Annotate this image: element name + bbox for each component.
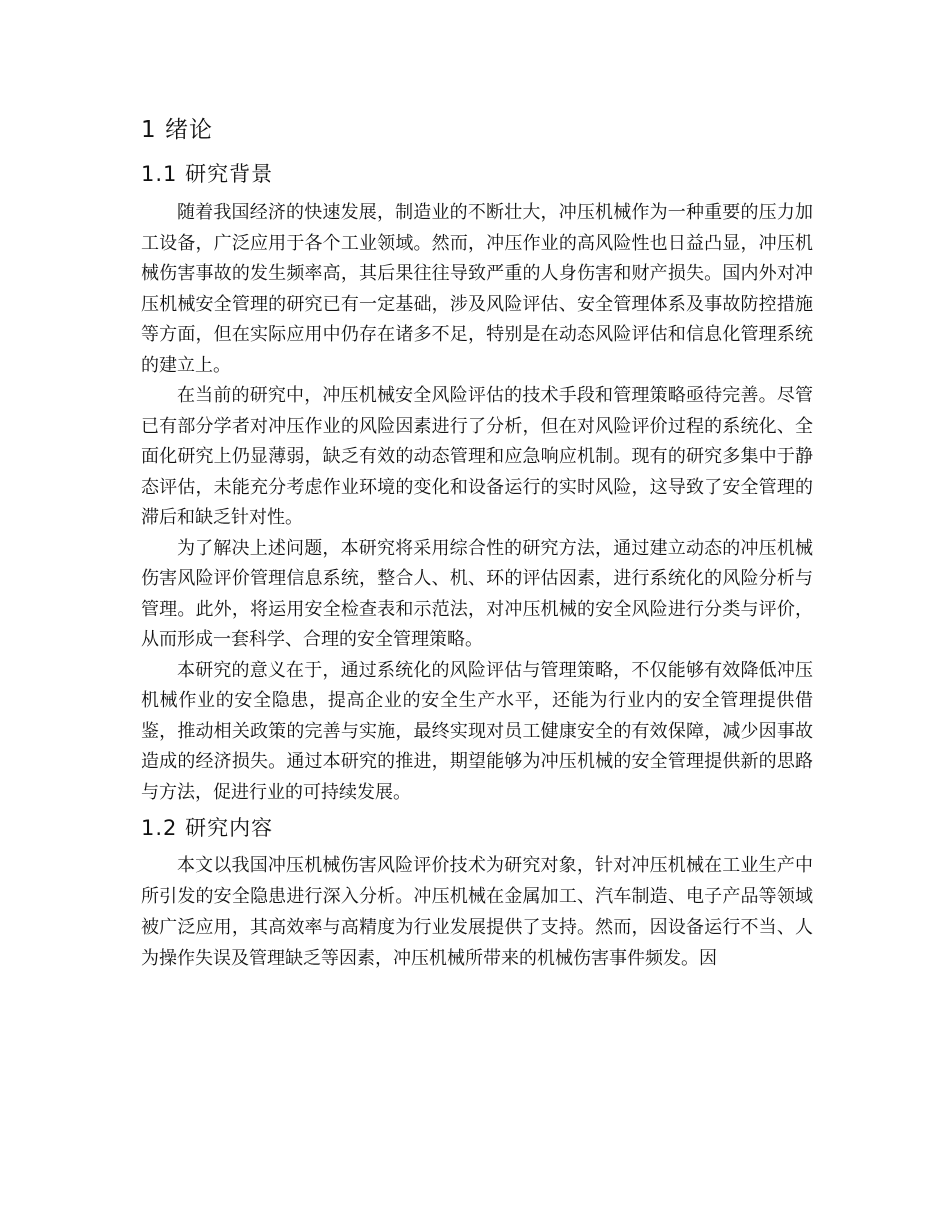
paragraph: 本研究的意义在于，通过系统化的风险评估与管理策略，不仅能够有效降低冲压机械作业的安全隐患，提高企业的安全生产水平，还能为行业内的安全管理提供借鉴，推动相关政策的完善与实施，最终实现对员工健康安全的有效保障，减少因事故造成的经济损失。通过本研究的推进，期望能够为冲压机械的安全管理提供新的思路与方法，促进行业的可持续发展。 [141,659,813,803]
paragraph: 在当前的研究中，冲压机械安全风险评估的技术手段和管理策略亟待完善。尽管已有部分学者对冲压作业的风险因素进行了分析，但在对风险评价过程的系统化、全面化研究上仍显薄弱，缺乏有效的动态管理和应急响应机制。现有的研究多集中于静态评估，未能充分考虑作业环境的变化和设备运行的实时风险，这导致了安全管理的滞后和缺乏针对性。 [141,385,813,528]
document-body [141,112,813,974]
chapter-title: 1 绪论 [141,117,213,143]
section-heading-background: 1.1 研究背景 [141,162,274,186]
section-heading-content: 1.2 研究内容 [141,816,274,840]
paragraph: 随着我国经济的快速发展，制造业的不断壮大，冲压机械作为一种重要的压力加工设备，广泛应用于各个工业领域。然而，冲压作业的高风险性也日益凸显，冲压机械伤害事故的发生频率高，其后果往往导致严重的人身伤害和财产损失。国内外对冲压机械安全管理的研究已有一定基础，涉及风险评估、安全管理体系及事故防控措施等方面，但在实际应用中仍存在诸多不足，特别是在动态风险评估和信息化管理系统的建立上。 [141,202,813,376]
paragraph: 为了解决上述问题，本研究将采用综合性的研究方法，通过建立动态的冲压机械伤害风险评价管理信息系统，整合人、机、环的评估因素，进行系统化的风险分析与管理。此外，将运用安全检查表和示范法，对冲压机械的安全风险进行分类与评价，从而形成一套科学、合理的安全管理策略。 [141,537,813,650]
paragraph: 本文以我国冲压机械伤害风险评价技术为研究对象，针对冲压机械在工业生产中所引发的安全隐患进行深入分析。冲压机械在金属加工、汽车制造、电子产品等领域被广泛应用，其高效率与高精度为行业发展提供了支持。然而，因设备运行不当、人为操作失误及管理缺乏等因素，冲压机械所带来的机械伤害事件频发。因 [141,855,813,969]
